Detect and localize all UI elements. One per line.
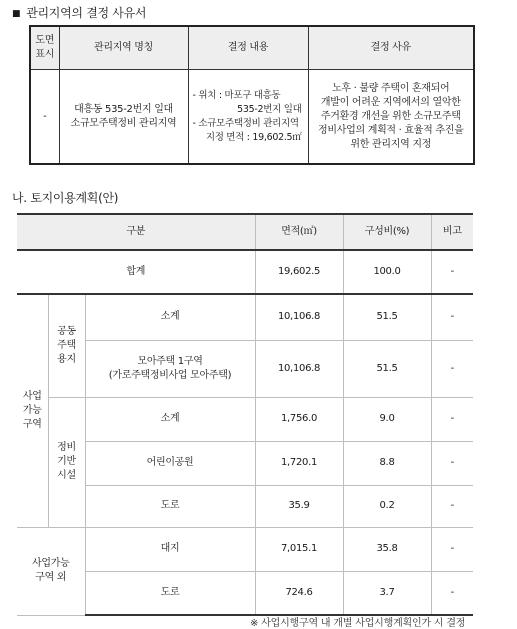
infra-road-ratio: 0.2 [343, 485, 431, 527]
content-line: 지정 면적 : 19,602.5㎡ [205, 131, 302, 143]
reason-line: 노후 · 불량 주택이 혼재되어 [332, 82, 450, 94]
total-area: 19,602.5 [255, 250, 343, 294]
table-row [17, 441, 473, 485]
header-decision-content: 결정 내용 [188, 26, 308, 70]
outside-road-label: 도로 [85, 571, 255, 615]
content-line: - 위치 : 마포구 대흥동 [192, 89, 281, 101]
decision-reason-table [29, 25, 475, 165]
outside-road-area: 724.6 [255, 571, 343, 615]
infra-park-ratio: 8.8 [343, 441, 431, 485]
section1-title-text: 관리지역의 결정 사유서 [26, 6, 147, 20]
area-name-line: 대흥동 535-2번지 일대 [74, 103, 173, 115]
table-row [17, 527, 473, 571]
section2-title: 나. 토지이용계획(안) [12, 191, 119, 205]
infra-park-note: - [431, 441, 473, 485]
infra-subtotal-area: 1,756.0 [255, 397, 343, 441]
table-header-row [30, 26, 474, 70]
header-note: 비고 [431, 214, 473, 250]
housing-moa-ratio: 51.5 [343, 340, 431, 397]
reason-line: 위한 관리지역 지정 [350, 138, 432, 150]
group-project-area: 사업 가능 구역 [17, 294, 48, 527]
total-note: - [431, 250, 473, 294]
infra-road-area: 35.9 [255, 485, 343, 527]
table-row [17, 340, 473, 397]
footnote: ※ 사업시행구역 내 개별 사업시행계획인가 시 결정 [250, 618, 466, 629]
table-row-total [17, 250, 473, 294]
outside-road-note: - [431, 571, 473, 615]
group-infrastructure: 정비 기반 시설 [48, 397, 85, 527]
drawing-mark-cell: - [30, 70, 59, 165]
reason-line: 개발이 어려운 지역에서의 열악한 [320, 96, 461, 108]
infra-road-note: - [431, 485, 473, 527]
area-name-cell [59, 70, 188, 165]
content-line: 535-2번지 일대 [237, 103, 302, 115]
housing-moa-note: - [431, 340, 473, 397]
housing-subtotal-label: 소계 [85, 294, 255, 340]
header-area-name: 관리지역 명칭 [59, 26, 188, 70]
table-header-row [17, 214, 473, 250]
content-line: - 소규모주택정비 관리지역 [192, 117, 299, 129]
housing-moa-area: 10,106.8 [255, 340, 343, 397]
decision-content-cell [188, 70, 308, 165]
land-use-plan-table [17, 213, 473, 616]
header-decision-reason: 결정 사유 [308, 26, 474, 70]
infra-subtotal-label: 소계 [85, 397, 255, 441]
section1-title [12, 4, 146, 21]
housing-subtotal-area: 10,106.8 [255, 294, 343, 340]
square-bullet-icon: ■ [12, 9, 21, 19]
infra-park-area: 1,720.1 [255, 441, 343, 485]
infra-subtotal-note: - [431, 397, 473, 441]
housing-moa-label [85, 340, 255, 397]
moa-label-line: 모아주택 1구역 [137, 355, 203, 367]
infra-subtotal-ratio: 9.0 [343, 397, 431, 441]
outside-land-ratio: 35.8 [343, 527, 431, 571]
header-category: 구분 [17, 214, 255, 250]
group-outside-area: 사업가능 구역 외 [17, 527, 85, 615]
housing-subtotal-note: - [431, 294, 473, 340]
outside-land-area: 7,015.1 [255, 527, 343, 571]
outside-land-label: 대지 [85, 527, 255, 571]
header-ratio: 구성비(%) [343, 214, 431, 250]
table-row [17, 571, 473, 615]
total-label: 합계 [17, 250, 255, 294]
table-row [17, 397, 473, 441]
reason-line: 정비사업의 계획적 · 효율적 추진을 [318, 124, 464, 136]
header-area: 면적(㎡) [255, 214, 343, 250]
decision-reason-cell [308, 70, 474, 165]
header-drawing-mark: 도면 표시 [30, 26, 59, 70]
housing-subtotal-ratio: 51.5 [343, 294, 431, 340]
total-ratio: 100.0 [343, 250, 431, 294]
infra-park-label: 어린이공원 [85, 441, 255, 485]
infra-road-label: 도로 [85, 485, 255, 527]
area-name-line: 소규모주택정비 관리지역 [70, 117, 177, 129]
outside-road-ratio: 3.7 [343, 571, 431, 615]
group-housing-land: 공동 주택 용지 [48, 294, 85, 397]
table-row [17, 485, 473, 527]
outside-land-note: - [431, 527, 473, 571]
moa-label-line: (가로주택정비사업 모아주택) [108, 369, 232, 381]
table-row [30, 70, 474, 165]
table-row [17, 294, 473, 340]
reason-line: 주거환경 개선을 위한 소규모주택 [320, 110, 461, 122]
